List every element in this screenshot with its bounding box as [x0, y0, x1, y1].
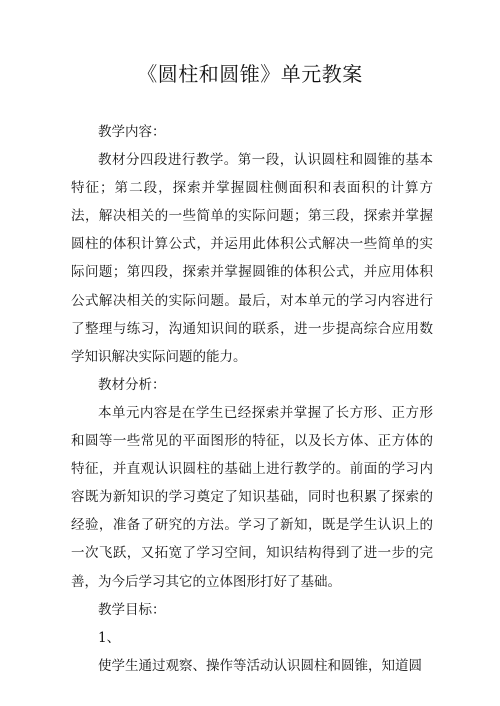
- goal-item-number: 1、: [98, 629, 121, 646]
- goal-item-text: 使学生通过观察、操作等活动认识圆柱和圆锥，知道圆: [98, 657, 422, 674]
- heading-teaching-content: 教学内容：: [98, 124, 166, 140]
- document-title: 《圆柱和圆锥》单元教案: [137, 62, 363, 86]
- paragraph-material-analysis: 本单元内容是在学生已经探索并掌握了长方形、正方形和圆等一些常见的平面图形的特征，以及长方体、正方体的特征，并直观认识圆柱的基础上进行教学的。前面的学习内容既为新知识的学习奠定了知识基础，同时也积累了探索的经验，准备了研究的方法。学习了新知，既是学生认识上的一次飞跃，又拓宽了学习空间，知识结构得到了进一步的完善，为今后学习其它的立体图形打好了基础。: [71, 404, 433, 590]
- heading-material-analysis: 教材分析：: [98, 376, 166, 393]
- heading-teaching-goals: 教学目标：: [98, 601, 166, 618]
- paragraph-teaching-content: 教材分四段进行教学。第一段，认识圆柱和圆锥的基本特征；第二段，探索并掌握圆柱侧面积和表面积的计算方法，解决相关的一些简单的实际问题；第三段，探索并掌握圆柱的体积计算公式，并运用此体积公式解决一些简单的实际问题；第四段，探索并掌握圆锥的体积公式，并应用体积公式解决相关的实际问题。最后，对本单元的学习内容进行了整理与练习，沟通知识间的联系，进一步提高综合应用数学知识解决实际问题的能力。: [71, 152, 433, 365]
- document-body: [71, 118, 433, 680]
